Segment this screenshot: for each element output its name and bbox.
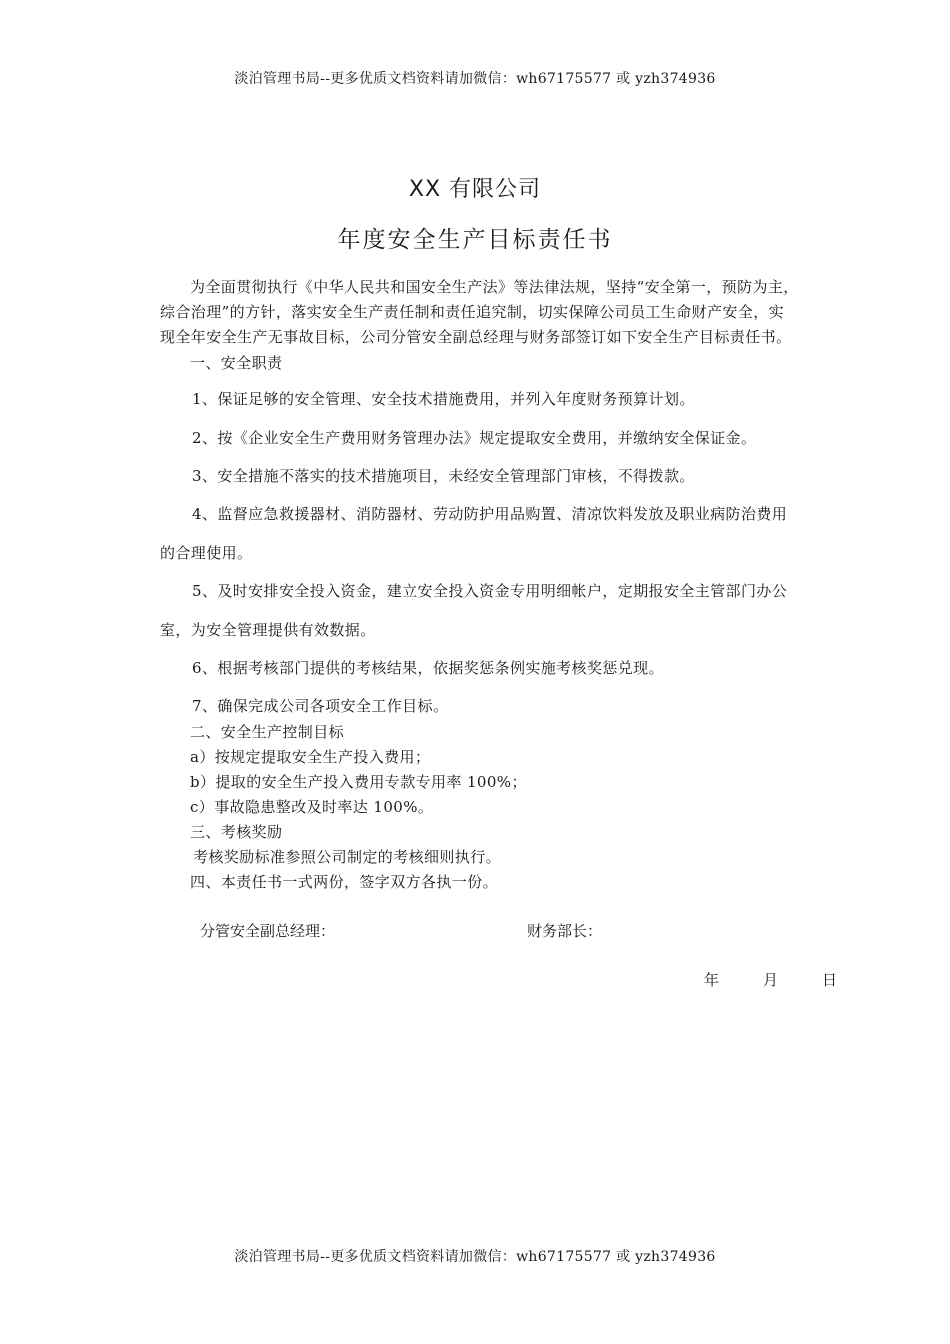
section3-text: 考核奖励标准参照公司制定的考核细则执行。	[193, 848, 502, 866]
signature-finance-head-label: 财务部长：	[527, 922, 603, 940]
section1-heading: 一、安全职责	[190, 354, 283, 372]
section2-item-c: c）事故隐患整改及时率达 100%。	[190, 798, 434, 816]
signature-deputy-gm-label: 分管安全副总经理：	[200, 922, 336, 940]
page-header-watermark: 淡泊管理书局--更多优质文档资料请加微信：wh67175577 或 yzh374936	[234, 71, 716, 87]
section2-item-b: b）提取的安全生产投入费用专款专用率 100%；	[190, 773, 527, 791]
company-title: XX 有限公司	[408, 177, 542, 202]
date-month-label: 月	[763, 971, 779, 989]
document-title: 年度安全生产目标责任书	[337, 227, 613, 253]
section1-item-4-cont: 的合理使用。	[160, 544, 253, 562]
section3-heading: 三、考核奖励	[190, 823, 283, 841]
section2-item-a: a）按规定提取安全生产投入费用；	[190, 748, 431, 766]
section1-item-1: 1、保证足够的安全管理、安全技术措施费用，并列入年度财务预算计划。	[192, 390, 695, 408]
section1-item-2: 2、按《企业安全生产费用财务管理办法》规定提取安全费用，并缴纳安全保证金。	[192, 429, 757, 447]
section1-item-5-cont: 室，为安全管理提供有效数据。	[160, 621, 376, 639]
intro-line-2: 综合治理”的方针，落实安全生产责任制和责任追究制，切实保障公司员工生命财产安全，实	[160, 303, 785, 321]
intro-line-3: 现全年安全生产无事故目标，公司分管安全副总经理与财务部签订如下安全生产目标责任书。	[160, 328, 792, 346]
date-year-label: 年	[704, 971, 720, 989]
date-day-label: 日	[822, 971, 838, 989]
section1-item-6: 6、根据考核部门提供的考核结果，依据奖惩条例实施考核奖惩兑现。	[192, 659, 664, 677]
section1-item-5: 5、及时安排安全投入资金，建立安全投入资金专用明细帐户，定期报安全主管部门办公	[192, 582, 788, 600]
section4-heading: 四、本责任书一式两份，签字双方各执一份。	[190, 873, 499, 891]
intro-line-1: 为全面贯彻执行《中华人民共和国安全生产法》等法律法规，坚持“安全第一，预防为主，	[190, 278, 799, 296]
page-footer-watermark: 淡泊管理书局--更多优质文档资料请加微信：wh67175577 或 yzh374936	[234, 1249, 716, 1265]
section1-item-7: 7、确保完成公司各项安全工作目标。	[192, 697, 449, 715]
section1-item-3: 3、安全措施不落实的技术措施项目，未经安全管理部门审核，不得拨款。	[192, 467, 695, 485]
section1-item-4: 4、监督应急救援器材、消防器材、劳动防护用品购置、清凉饮料发放及职业病防治费用	[192, 505, 788, 523]
section2-heading: 二、安全生产控制目标	[190, 723, 345, 741]
